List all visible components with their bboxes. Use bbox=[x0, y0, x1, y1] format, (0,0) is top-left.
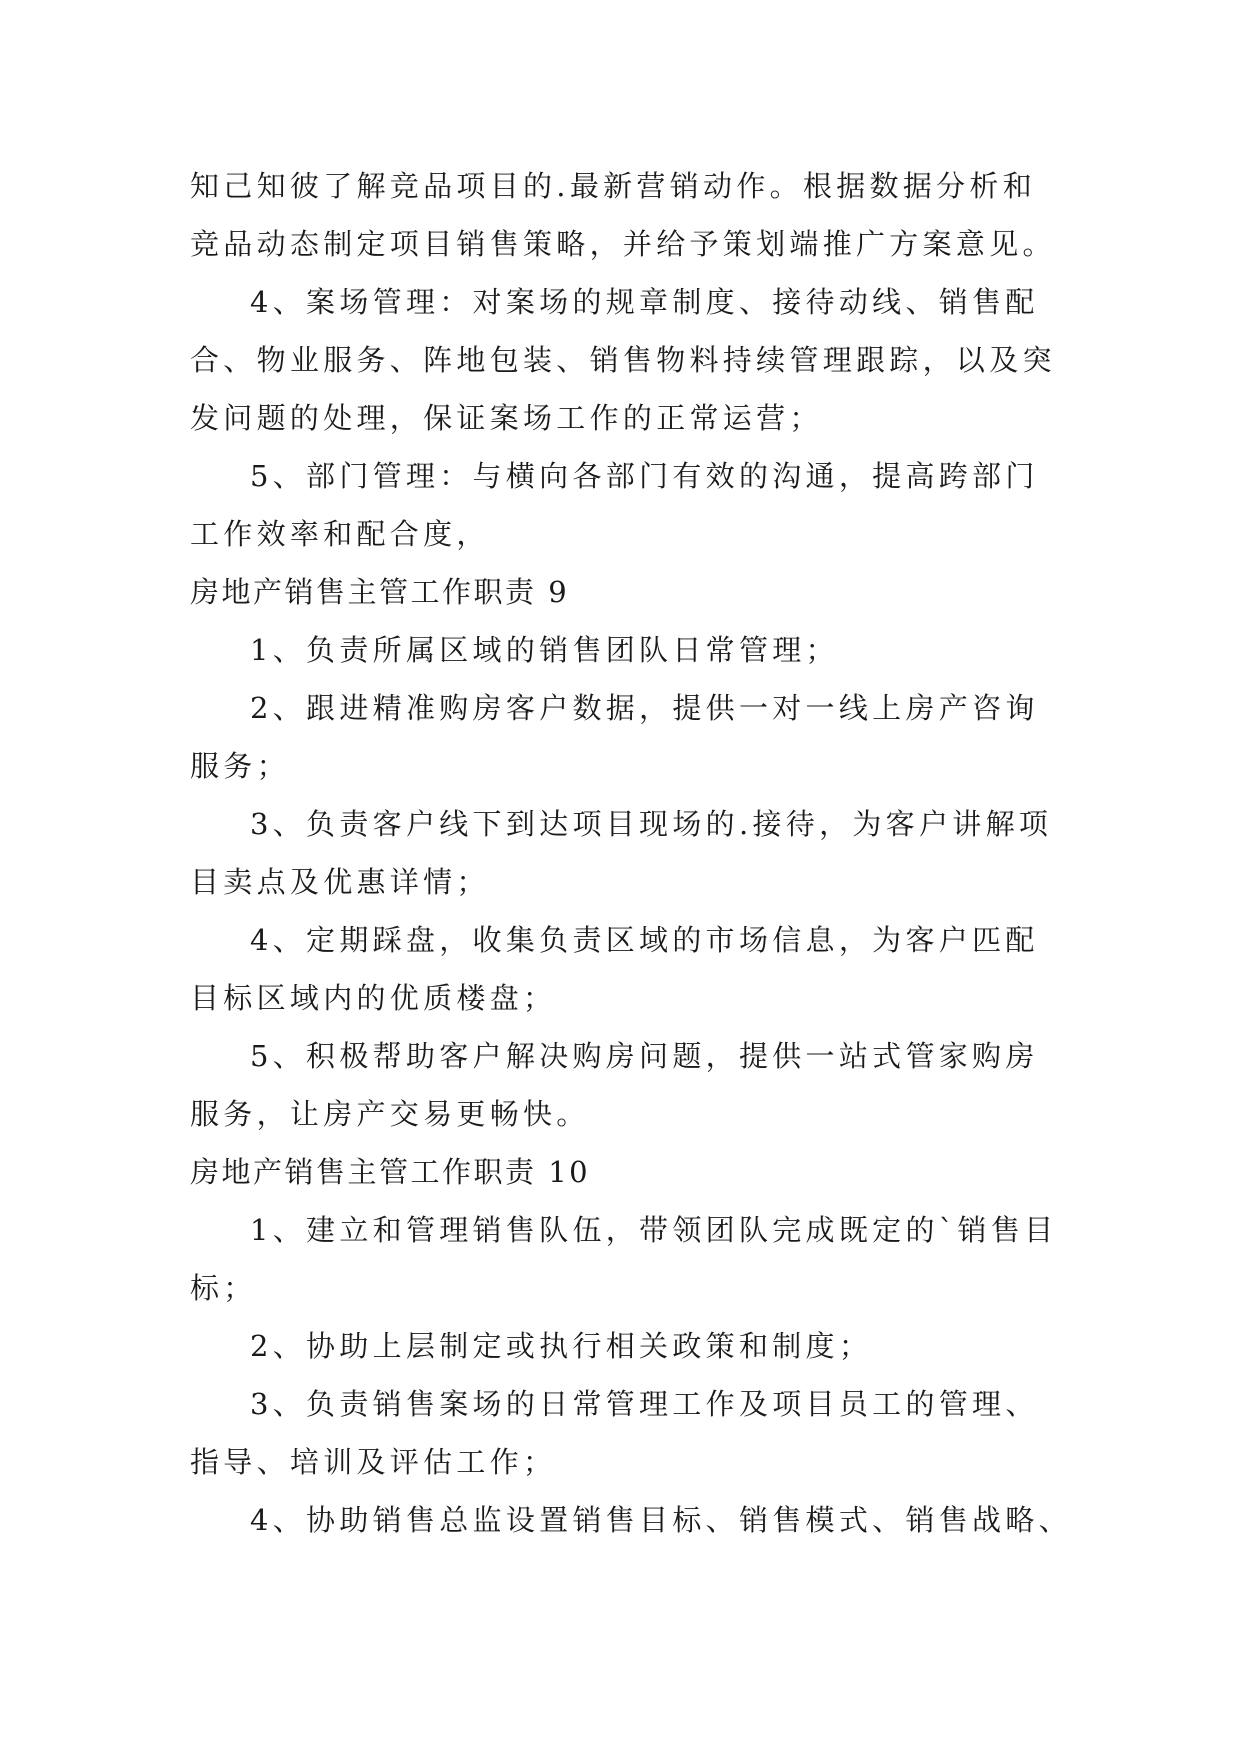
text-line: 5、积极帮助客户解决购房问题，提供一站式管家购房 bbox=[250, 1039, 1039, 1073]
document-body bbox=[190, 157, 1070, 1549]
text-line: 合、物业服务、阵地包装、销售物料持续管理跟踪，以及突 bbox=[190, 343, 1056, 377]
text-line: 服务； bbox=[190, 749, 290, 783]
text-line: 工作效率和配合度， bbox=[190, 517, 490, 551]
text-line: 3、负责销售案场的日常管理工作及项目员工的管理、 bbox=[250, 1387, 1039, 1421]
text-line: 4、案场管理：对案场的规章制度、接待动线、销售配 bbox=[250, 285, 1039, 319]
text-line: 服务，让房产交易更畅快。 bbox=[190, 1097, 590, 1131]
text-line: 2、协助上层制定或执行相关政策和制度； bbox=[250, 1329, 873, 1363]
text-line: 标； bbox=[190, 1271, 257, 1305]
text-line: 目标区域内的优质楼盘； bbox=[190, 981, 557, 1015]
text-line: 5、部门管理：与横向各部门有效的沟通，提高跨部门 bbox=[250, 459, 1039, 493]
section-heading: 房地产销售主管工作职责 10 bbox=[190, 1155, 591, 1189]
text-line: 1、建立和管理销售队伍，带领团队完成既定的`销售目 bbox=[250, 1213, 1058, 1247]
text-line: 4、协助销售总监设置销售目标、销售模式、销售战略、 bbox=[250, 1503, 1072, 1537]
text-line: 3、负责客户线下到达项目现场的.接待，为客户讲解项 bbox=[250, 807, 1053, 841]
text-line: 知己知彼了解竞品项目的.最新营销动作。根据数据分析和 bbox=[190, 169, 1037, 203]
text-line: 指导、培训及评估工作； bbox=[190, 1445, 557, 1479]
text-line: 2、跟进精准购房客户数据，提供一对一线上房产咨询 bbox=[250, 691, 1039, 725]
text-line: 发问题的处理，保证案场工作的正常运营； bbox=[190, 401, 823, 435]
text-line: 1、负责所属区域的销售团队日常管理； bbox=[250, 633, 839, 667]
text-line: 目卖点及优惠详情； bbox=[190, 865, 490, 899]
text-line: 竞品动态制定项目销售策略，并给予策划端推广方案意见。 bbox=[190, 227, 1056, 261]
section-heading: 房地产销售主管工作职责 9 bbox=[190, 575, 570, 609]
text-line: 4、定期踩盘，收集负责区域的市场信息，为客户匹配 bbox=[250, 923, 1039, 957]
